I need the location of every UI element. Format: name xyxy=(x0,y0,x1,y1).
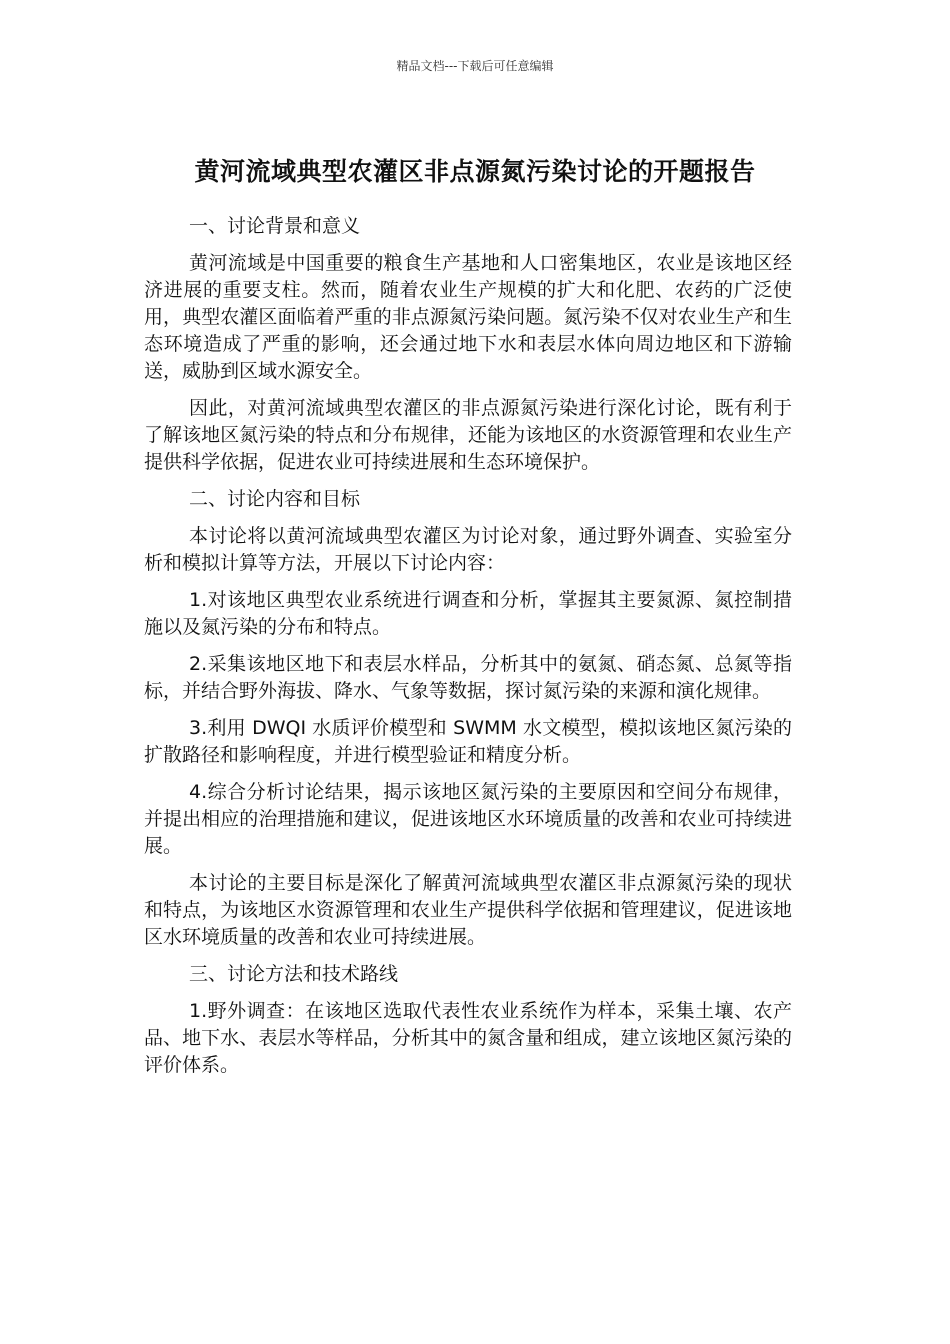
paragraph-main-goal: 本讨论的主要目标是深化了解黄河流域典型农灌区非点源氮污染的现状和特点，为该地区水资源管理和农业生产提供科学依据和管理建议，促进该地区水环境质量的改善和农业可持续进展。 xyxy=(144,872,792,948)
list-item-content-1: 1.对该地区典型农业系统进行调查和分析，掌握其主要氮源、氮控制措施以及氮污染的分布和特点。 xyxy=(144,589,792,638)
document-title: 黄河流域典型农灌区非点源氮污染讨论的开题报告 xyxy=(194,156,756,186)
section-heading-background: 一、讨论背景和意义 xyxy=(189,215,361,237)
section-heading-content-goals: 二、讨论内容和目标 xyxy=(189,488,361,510)
page-header: 精品文档---下载后可任意编辑 xyxy=(396,59,554,73)
document-body xyxy=(144,213,792,1089)
list-item-methods-1: 1.野外调查：在该地区选取代表性农业系统作为样本，采集土壤、农产品、地下水、表层水等样品，分析其中的氮含量和组成，建立该地区氮污染的评价体系。 xyxy=(144,1000,792,1076)
paragraph-content-intro: 本讨论将以黄河流域典型农灌区为讨论对象，通过野外调查、实验室分析和模拟计算等方法，开展以下讨论内容： xyxy=(144,525,792,574)
section-heading-methods: 三、讨论方法和技术路线 xyxy=(189,963,399,985)
list-item-content-2: 2.采集该地区地下和表层水样品，分析其中的氨氮、硝态氮、总氮等指标，并结合野外海拔、降水、气象等数据，探讨氮污染的来源和演化规律。 xyxy=(144,653,792,702)
list-item-content-4: 4.综合分析讨论结果，揭示该地区氮污染的主要原因和空间分布规律，并提出相应的治理措施和建议，促进该地区水环境质量的改善和农业可持续进展。 xyxy=(144,781,792,857)
list-item-content-3: 3.利用 DWQI 水质评价模型和 SWMM 水文模型，模拟该地区氮污染的扩散路径和影响程度，并进行模型验证和精度分析。 xyxy=(144,717,792,766)
paragraph-background-2: 因此，对黄河流域典型农灌区的非点源氮污染进行深化讨论，既有利于了解该地区氮污染的特点和分布规律，还能为该地区的水资源管理和农业生产提供科学依据，促进农业可持续进展和生态环境保护。 xyxy=(144,397,792,473)
paragraph-background-1: 黄河流域是中国重要的粮食生产基地和人口密集地区，农业是该地区经济进展的重要支柱。然而，随着农业生产规模的扩大和化肥、农药的广泛使用，典型农灌区面临着严重的非点源氮污染问题。氮污染不仅对农业生产和生态环境造成了严重的影响，还会通过地下水和表层水体向周边地区和下游输送，威胁到区域水源安全。 xyxy=(144,252,792,382)
